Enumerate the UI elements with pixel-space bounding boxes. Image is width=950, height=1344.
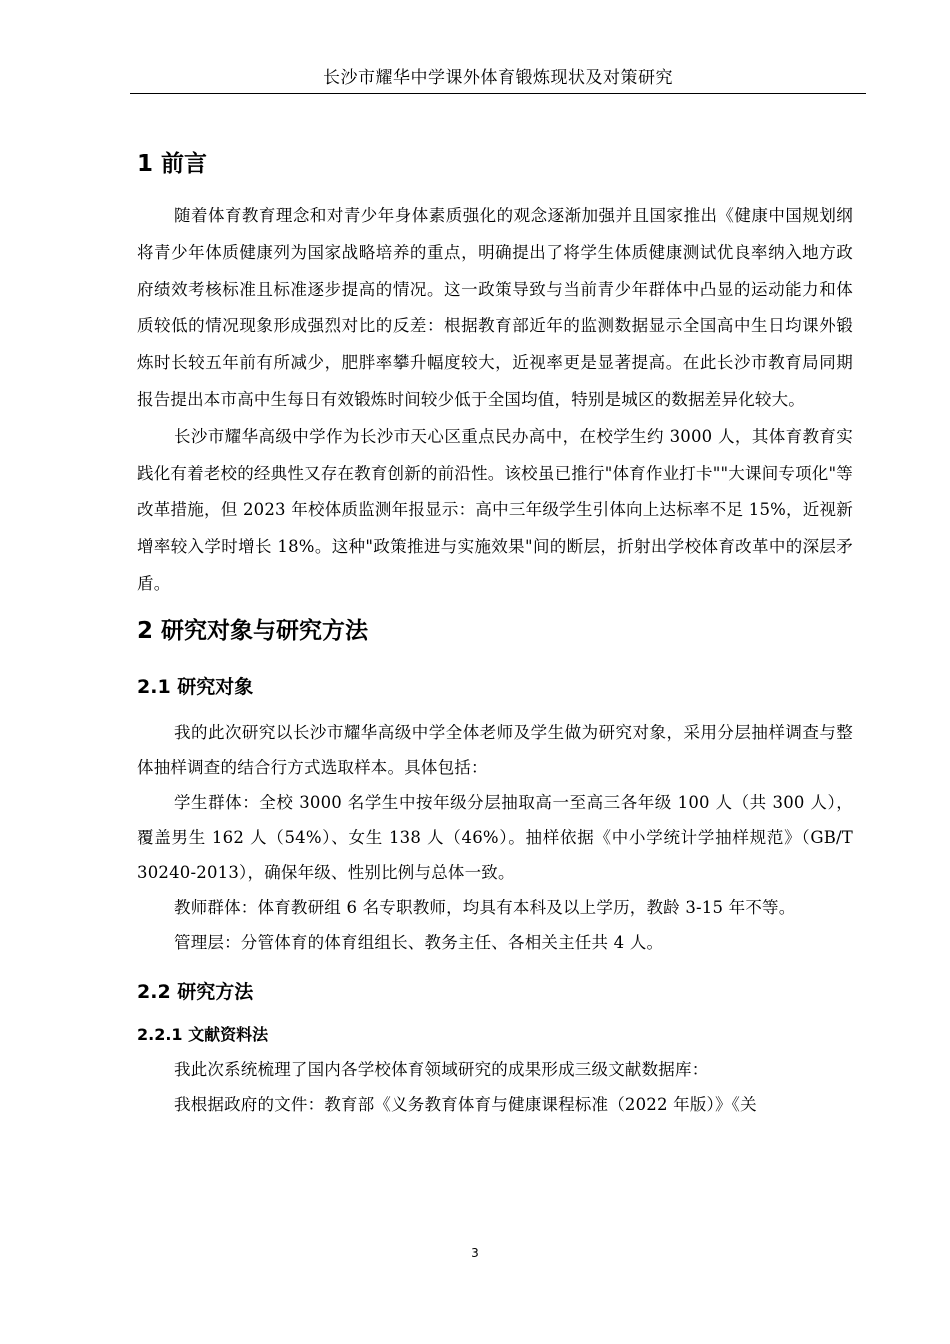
section-1-heading: 1 前言 bbox=[137, 151, 208, 177]
section-1-paragraph-1: 随着体育教育理念和对青少年身体素质强化的观念逐渐加强并且国家推出《健康中国规划纲将青少年体质健康列为国家战略培养的重点，明确提出了将学生体质健康测试优良率纳入地方政府绩效考核标准且标准逐步提高的情况。这一政策导致与当前青少年群体中凸显的运动能力和体质较低的情况现象形成强烈对比的反差：根据教育部近年的监测数据显示全国高中生日均课外锻炼时长较五年前有所减少，肥胖率攀升幅度较大，近视率更是显著提高。在此长沙市教育局同期报告提出本市高中生每日有效锻炼时间较少低于全国均值，特别是城区的数据差异化较大。 bbox=[137, 206, 853, 409]
page-number: 3 bbox=[471, 1246, 479, 1260]
section-2-2-1-heading: 2.2.1 文献资料法 bbox=[137, 1024, 269, 1044]
header-rule bbox=[130, 93, 866, 94]
section-2-1-paragraph-2: 学生群体：全校 3000 名学生中按年级分层抽取高一至高三各年级 100 人（共 300 人），覆盖男生 162 人（54%）、女生 138 人（46%）。抽样依据《中小学统计学抽样规范》（GB/T 30240-2013），确保年级、性别比例与总体一致。 bbox=[137, 792, 853, 882]
section-2-1-paragraph-1: 我的此次研究以长沙市耀华高级中学全体老师及学生做为研究对象，采用分层抽样调查与整体抽样调查的结合行方式选取样本。具体包括： bbox=[137, 722, 853, 777]
page-body bbox=[137, 142, 853, 1122]
section-2-2-1-paragraph-2: 我根据政府的文件：教育部《义务教育体育与健康课程标准（2022 年版）》《关 bbox=[174, 1094, 757, 1114]
section-2-heading: 2 研究对象与研究方法 bbox=[137, 617, 369, 644]
section-2-1-paragraph-3: 教师群体：体育教研组 6 名专职教师，均具有本科及以上学历，教龄 3-15 年不等。 bbox=[174, 897, 796, 917]
section-2-2-1-paragraph-1: 我此次系统梳理了国内各学校体育领域研究的成果形成三级文献数据库： bbox=[174, 1059, 709, 1079]
section-1-paragraph-2: 长沙市耀华高级中学作为长沙市天心区重点民办高中，在校学生约 3000 人，其体育教育实践化有着老校的经典性又存在教育创新的前沿性。该校虽已推行"体育作业打卡""大课间专项化"等改革措施，但 2023 年校体质监测年报显示：高中三年级学生引体向上达标率不足 15%，近视新增率较入学时增长 18%。这种"政策推进与实施效果"间的断层，折射出学校体育改革中的深层矛盾。 bbox=[137, 426, 853, 593]
section-2-1-paragraph-4: 管理层：分管体育的体育组组长、教务主任、各相关主任共 4 人。 bbox=[174, 932, 664, 952]
section-2-2-heading: 2.2 研究方法 bbox=[137, 980, 254, 1003]
running-header: 长沙市耀华中学课外体育锻炼现状及对策研究 bbox=[323, 68, 673, 88]
section-2-1-heading: 2.1 研究对象 bbox=[137, 675, 254, 698]
